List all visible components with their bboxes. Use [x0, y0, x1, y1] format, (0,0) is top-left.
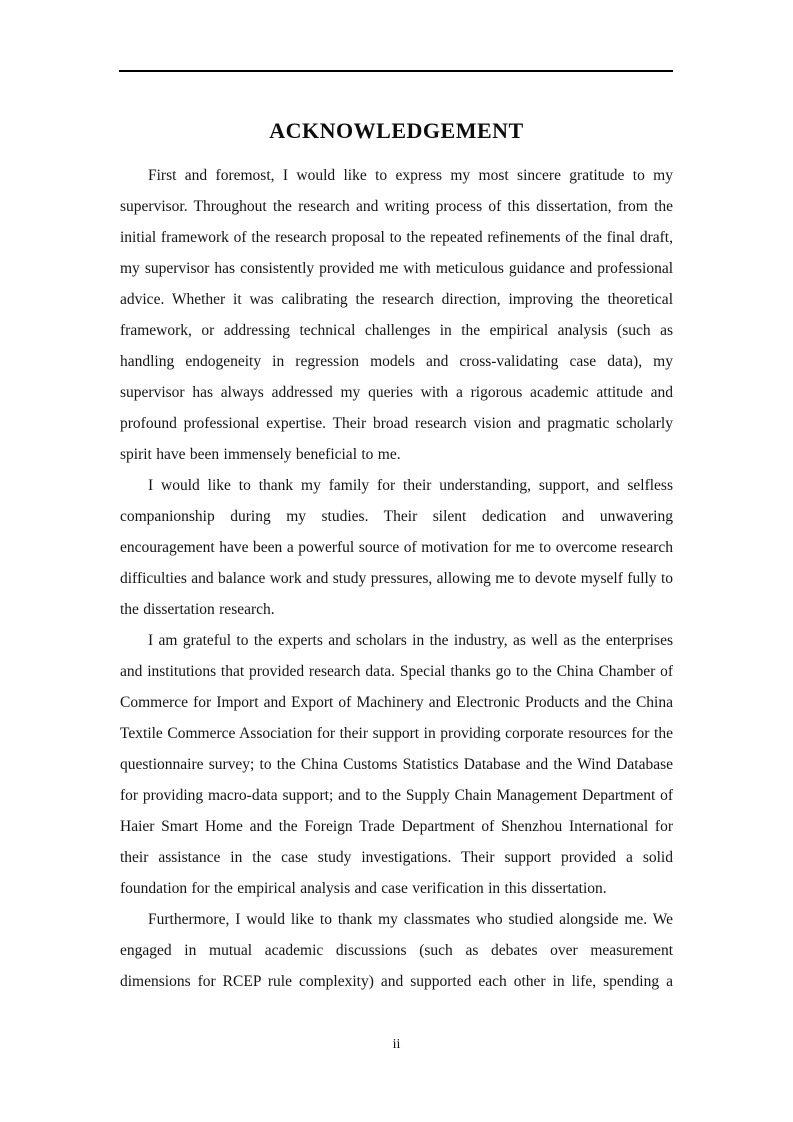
acknowledgement-body [120, 160, 673, 997]
paragraph: First and foremost, I would like to express my most sincere gratitude to my supervisor. Throughout the research and writing process of this dissertation, from the initial framework of the research proposal to the repeated refinements of the final draft, my supervisor has consistently provided me with meticulous guidance and professional advice. Whether it was calibrating the research direction, improving the theoretical framework, or addressing technical challenges in the empirical analysis (such as handling endogeneity in regression models and cross-validating case data), my supervisor has always addressed my queries with a rigorous academic attitude and profound professional expertise. Their broad research vision and pragmatic scholarly spirit have been immensely beneficial to me. [120, 167, 673, 463]
page-number: ii [392, 1037, 401, 1052]
page-title: ACKNOWLEDGEMENT [269, 117, 524, 143]
header-rule [119, 70, 673, 72]
paragraph: I would like to thank my family for their understanding, support, and selfless companionship during my studies. Their silent dedication and unwavering encouragement have been a powerful source of motivation for me to overcome research difficulties and balance work and study pressures, allowing me to devote myself fully to the dissertation research. [120, 477, 673, 618]
paragraph: Furthermore, I would like to thank my classmates who studied alongside me. We engaged in mutual academic discussions (such as debates over measurement dimensions for RCEP rule complexity) and supported each other in life, spending a [120, 911, 673, 990]
paragraph: I am grateful to the experts and scholars in the industry, as well as the enterprises and institutions that provided research data. Special thanks go to the China Chamber of Commerce for Import and Export of Machinery and Electronic Products and the China Textile Commerce Association for their support in providing corporate resources for the questionnaire survey; to the China Customs Statistics Database and the Wind Database for providing macro-data support; and to the Supply Chain Management Department of Haier Smart Home and the Foreign Trade Department of Shenzhou International for their assistance in the case study investigations. Their support provided a solid foundation for the empirical analysis and case verification in this dissertation. [120, 632, 673, 897]
